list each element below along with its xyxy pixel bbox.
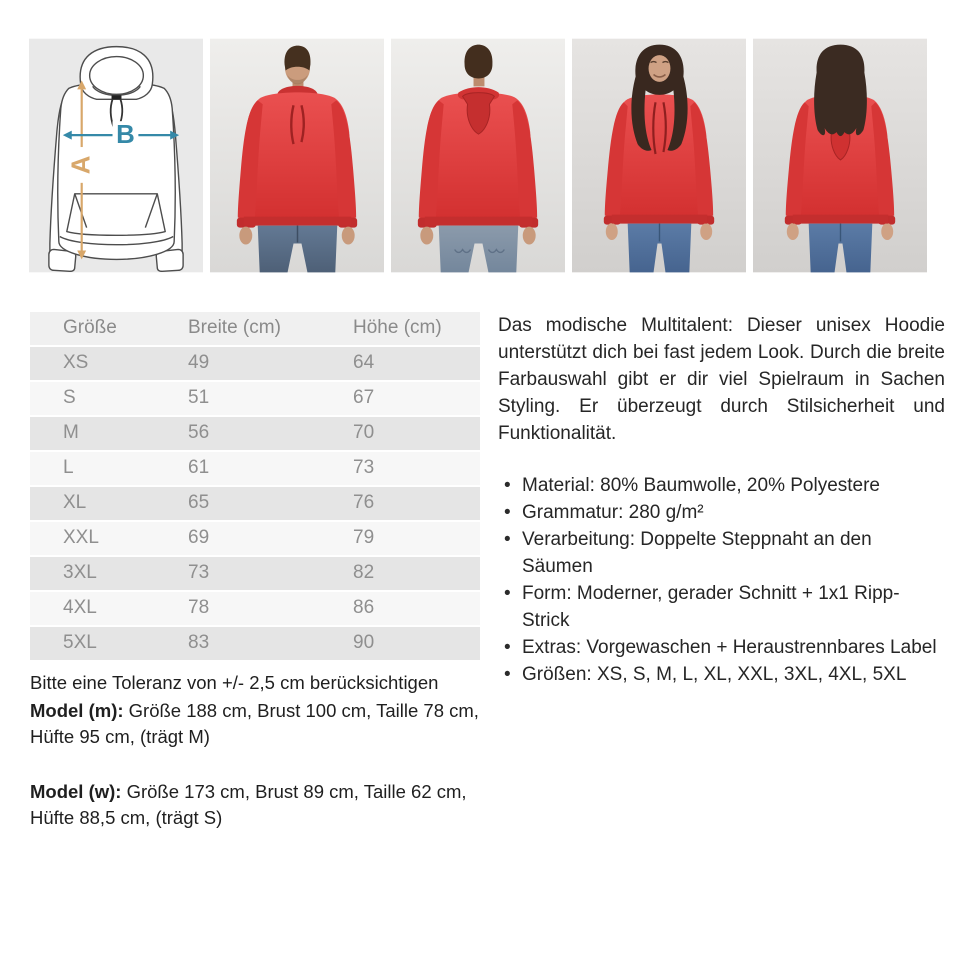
table-cell: 86 (353, 591, 480, 626)
product-details (0, 273, 960, 831)
table-cell: 76 (353, 486, 480, 521)
product-image-size-diagram[interactable] (29, 38, 203, 273)
table-cell: 83 (188, 626, 353, 660)
table-cell: 64 (353, 346, 480, 381)
table-cell: 78 (188, 591, 353, 626)
product-description: Das modische Multitalent: Dieser unisex Hoodie unterstützt dich bei fast jedem Look. Durch die breite Farbauswahl gibt er dir viel Spielraum in Sachen Styling. Er überzeugt durch Stilsicherheit und Funktionalität. (498, 315, 945, 444)
table-cell: 70 (353, 416, 480, 451)
woman-back-illustration (753, 38, 927, 273)
model-m-note (30, 698, 480, 750)
table-cell: XS (30, 346, 188, 381)
size-table (30, 312, 480, 660)
table-cell: S (30, 381, 188, 416)
man-back-illustration (391, 38, 565, 273)
tolerance-note: Bitte eine Toleranz von +/- 2,5 cm berücksichtigen (30, 672, 439, 693)
model-m-label: Model (m): (30, 700, 124, 721)
column-header-size: Größe (30, 312, 188, 346)
table-cell: 51 (188, 381, 353, 416)
table-cell: 5XL (30, 626, 188, 660)
feature-item: • Verarbeitung: Doppelte Steppnaht an den Säumen (498, 526, 945, 580)
table-cell: 61 (188, 451, 353, 486)
table-cell: 73 (188, 556, 353, 591)
product-image-woman-back[interactable] (753, 38, 927, 273)
table-cell: 79 (353, 521, 480, 556)
table-row (30, 626, 480, 660)
table-cell: 67 (353, 381, 480, 416)
table-row (30, 416, 480, 451)
table-cell: XL (30, 486, 188, 521)
table-cell: 56 (188, 416, 353, 451)
feature-item: • Grammatur: 280 g/m² (498, 499, 945, 526)
table-row (30, 486, 480, 521)
measure-label-b: B (116, 121, 135, 150)
table-cell: 73 (353, 451, 480, 486)
feature-list (498, 472, 945, 688)
size-info-column (30, 312, 480, 831)
table-cell: M (30, 416, 188, 451)
model-w-note (30, 779, 480, 831)
feature-item: • Extras: Vorgewaschen + Heraustrennbares Label (498, 634, 945, 661)
column-header-height: Höhe (cm) (353, 312, 480, 346)
man-front-illustration (210, 38, 384, 273)
product-image-man-back[interactable] (391, 38, 565, 273)
feature-item: • Größen: XS, S, M, L, XL, XXL, 3XL, 4XL, 5XL (498, 661, 945, 688)
column-header-width: Breite (cm) (188, 312, 353, 346)
table-row (30, 591, 480, 626)
product-image-man-front[interactable] (210, 38, 384, 273)
table-row (30, 381, 480, 416)
table-header-row (30, 312, 480, 346)
model-m-text: Größe 188 cm, Brust 100 cm, Taille 78 cm, Hüfte 95 cm, (trägt M) (30, 700, 479, 747)
size-table-body (30, 346, 480, 660)
woman-front-illustration (572, 38, 746, 273)
table-cell: XXL (30, 521, 188, 556)
table-cell: 49 (188, 346, 353, 381)
product-image-woman-front[interactable] (572, 38, 746, 273)
table-cell: 69 (188, 521, 353, 556)
product-gallery (0, 0, 960, 273)
table-cell: 90 (353, 626, 480, 660)
table-row (30, 556, 480, 591)
table-cell: L (30, 451, 188, 486)
table-cell: 82 (353, 556, 480, 591)
feature-item: • Form: Moderner, gerader Schnitt + 1x1 Ripp-Strick (498, 580, 945, 634)
table-row (30, 521, 480, 556)
table-cell: 4XL (30, 591, 188, 626)
table-row (30, 451, 480, 486)
model-w-label: Model (w): (30, 781, 122, 802)
description-column (498, 312, 945, 831)
size-diagram-illustration (29, 38, 203, 273)
table-cell: 65 (188, 486, 353, 521)
table-cell: 3XL (30, 556, 188, 591)
measure-label-a: A (67, 155, 96, 175)
model-w-text: Größe 173 cm, Brust 89 cm, Taille 62 cm, Hüfte 88,5 cm, (trägt S) (30, 781, 467, 828)
table-row (30, 346, 480, 381)
feature-item: • Material: 80% Baumwolle, 20% Polyestere (498, 472, 945, 499)
